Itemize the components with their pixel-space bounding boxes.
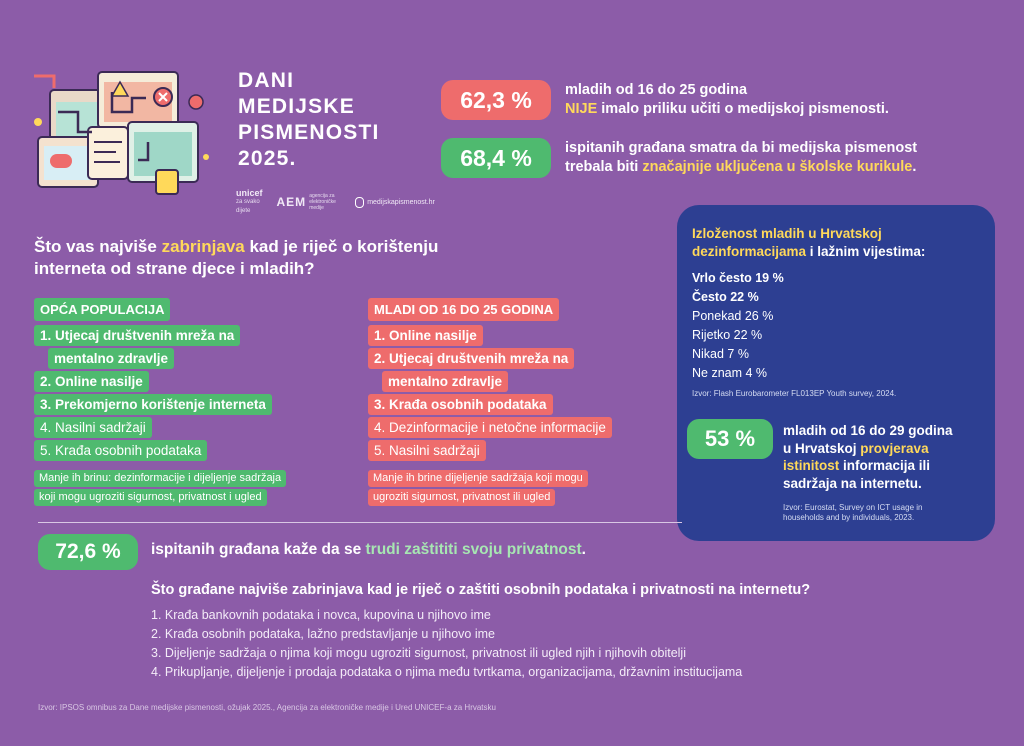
privacy-concerns-list [151,606,1001,682]
source-line: households and by individuals, 2023. [783,513,915,522]
list-item: 1. Krađa bankovnih podataka i novca, kupovina u njihovo ime [151,608,491,622]
general-population-list [34,298,364,506]
exposure-list [692,269,982,399]
unicef-logo-sub: za svako dijete [236,198,260,214]
stat-text-53 [783,422,988,492]
exposure-row: Rijetko 22 % [692,328,763,342]
title-line: 2025. [238,147,297,170]
list-item: 4. Prikupljanje, dijeljenje i prodaja podataka o njima među tvrtkama, organizacijama, državnim institucijama [151,665,743,679]
stat-line: u Hrvatskoj [783,440,861,456]
exposure-row: Ne znam 4 % [692,366,768,380]
stat-badge-68 [441,138,551,178]
disinformation-panel [677,205,995,541]
panel-heading [692,225,982,261]
stat-line: trebala biti [565,159,643,175]
mp-logo-text: medijskapismenost.hr [367,198,435,206]
stat-line: informacija ili [839,458,931,473]
note-text: koji mogu ugroziti sigurnost, privatnost i ugled [34,489,267,506]
exposure-row: Često 22 % [692,290,759,304]
aem-logo [277,193,342,211]
illustration-screens [28,62,213,207]
stat-value: 62,3 % [460,86,532,113]
youth-list [368,298,678,506]
stat-value: 53 % [704,426,756,451]
aem-logo-text: AEM [276,195,307,209]
list-item: 5. Krađa osobnih podataka [34,440,207,461]
list-item: mentalno zdravlje [382,371,508,392]
title-line: MEDIJSKE [238,95,355,118]
stat-line: mladih od 16 do 25 godina [565,82,748,98]
stat-highlight: NIJE [565,101,598,117]
list-item: 2. Krađa osobnih podataka, lažno predstavljanje u njihovo ime [151,627,495,641]
note-text: Manje ih brine dijeljenje sadržaja koji mogu [368,470,588,487]
medijska-pismenost-logo [355,197,435,208]
panel-source-2 [783,503,983,523]
aem-logo-sub: agencija za elektroničke medije [309,193,336,211]
stat-line: . [581,541,586,558]
stat-text-68 [565,139,1005,177]
footer-source: Izvor: IPSOS omnibus za Dane medijske pismenosti, ožujak 2025., Agencija za elektroničke medije i Ured UNICEF-a za Hrvatsku [38,703,496,712]
stat-value: 72,6 % [55,540,121,563]
list-item: 4. Dezinformacije i netočne informacije [368,417,612,438]
stat-line: . [912,159,917,175]
panel-title-highlight: dezinformacijama [692,244,807,259]
list-item: 3. Prekomjerno korištenje interneta [34,394,272,415]
question-text: Što vas najviše [34,237,162,256]
list-item: 2. Online nasilje [34,371,149,392]
privacy-stat-text [151,541,586,559]
stat-highlight: provjerava [860,440,929,456]
stat-line: mladih od 16 do 29 godina [783,423,953,438]
column-heading: MLADI OD 16 DO 25 GODINA [368,298,559,321]
stat-highlight: trudi zaštititi svoju privatnost [365,541,582,558]
exposure-row: Nikad 7 % [692,347,749,361]
stat-badge-53 [687,419,773,459]
question-text: kad je riječ o korištenju [244,237,439,256]
list-item: 1. Utjecaj društvenih mreža na [34,325,240,346]
privacy-question-title: Što građane najviše zabrinjava kad je riječ o zaštiti osobnih podataka i privatnosti na internetu? [151,582,811,598]
list-item: 5. Nasilni sadržaji [368,440,486,461]
source-line: Izvor: Eurostat, Survey on ICT usage in [783,503,923,512]
note-text: ugroziti sigurnost, privatnost ili ugled [368,489,555,506]
mp-logo-icon [355,197,364,208]
main-question [34,236,554,280]
section-divider [38,522,682,523]
question-text: interneta od strane djece i mladih? [34,259,315,278]
list-item: 3. Dijeljenje sadržaja o njima koji mogu ugroziti sigurnost, privatnost ili ugled njih i njihovih obitelji [151,646,686,660]
list-item: 3. Krađa osobnih podataka [368,394,553,415]
partner-logos [236,187,435,214]
column-heading: OPĆA POPULACIJA [34,298,170,321]
exposure-row: Ponekad 26 % [692,309,774,323]
stat-text-62 [565,81,1005,119]
panel-title: i lažnim vijestima: [806,244,926,259]
question-highlight: zabrinjava [161,237,245,256]
title-line: PISMENOSTI [238,121,380,144]
unicef-logo [236,189,263,216]
stat-highlight: istinitost [783,458,840,473]
stat-line: ispitanih građana smatra da bi medijska pismenost [565,140,918,156]
exposure-row: Vrlo često 19 % [692,271,784,285]
note-text: Manje ih brinu: dezinformacije i dijeljenje sadržaja [34,470,286,487]
title-line: DANI [238,69,295,92]
event-title [238,68,380,172]
panel-source: Izvor: Flash Eurobarometer FL013EP Youth survey, 2024. [692,389,897,398]
unicef-logo-text: unicef [236,187,263,198]
stat-highlight: značajnije uključena u školske kurikule [642,159,913,175]
list-item: 4. Nasilni sadržaji [34,417,152,438]
stat-line: sadržaja na internetu. [783,475,922,491]
stat-badge-62 [441,80,551,120]
stat-line: ispitanih građana kaže da se [151,541,366,558]
stat-badge-72 [38,534,138,570]
stat-value: 68,4 % [460,144,532,171]
stat-line: imalo priliku učiti o medijskoj pismenosti. [597,101,889,117]
list-item: 1. Online nasilje [368,325,483,346]
panel-title: Izloženost mladih u Hrvatskoj [692,226,882,241]
list-item: mentalno zdravlje [48,348,174,369]
list-item: 2. Utjecaj društvenih mreža na [368,348,574,369]
